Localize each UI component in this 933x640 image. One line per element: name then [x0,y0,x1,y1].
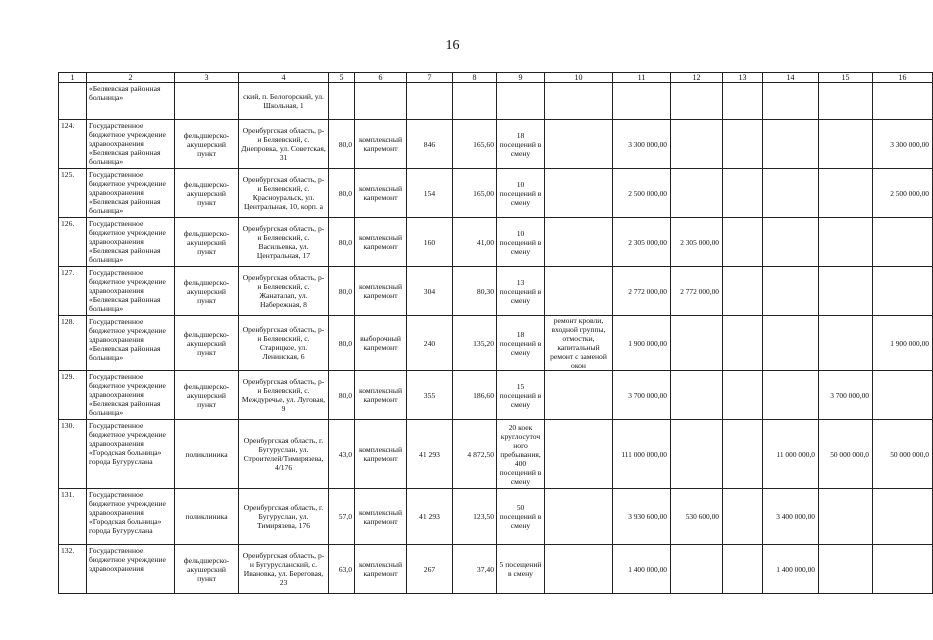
cost-value: 37,40 [453,545,497,594]
amount-col-13 [723,420,763,489]
row-number: 125. [59,169,87,218]
area-value: 160 [407,218,453,267]
amount-col-15 [819,218,873,267]
cost-value: 123,50 [453,489,497,545]
amount-col-13 [723,316,763,371]
row-number: 130. [59,420,87,489]
column-number: 4 [239,73,329,83]
facility-type: фельдшерско-акушерский пункт [175,218,239,267]
facility-type: фельдшерско-акушерский пункт [175,545,239,594]
capacity: 20 коек круглосуточного пребывания, 400 посещений в смену [497,420,545,489]
amount-col-12 [671,83,723,120]
amount-col-15: 50 000 000,0 [819,420,873,489]
column-number: 6 [355,73,407,83]
wear-percent: 80,0 [329,169,355,218]
work-type: комплексный капремонт [355,545,407,594]
organization-name: Государственное бюджетное учреждение здравоохранения «Беляевская районная больница» [87,316,175,371]
capital-repair-table [58,72,933,594]
table-row [59,169,933,218]
amount-col-12: 2 772 000,00 [671,267,723,316]
amount-col-15 [819,120,873,169]
facility-address: Оренбургская область, р-н Беляевский, с. Васильевка, ул. Центральная, 17 [239,218,329,267]
capacity: 10 посещений в смену [497,218,545,267]
total-amount: 3 300 000,00 [613,120,671,169]
cost-value: 186,60 [453,371,497,420]
cost-value [453,83,497,120]
organization-name: Государственное бюджетное учреждение здравоохранения «Городская больница» города Бугуруслана [87,489,175,545]
facility-address: Оренбургская область, г. Бугуруслан, ул. Тимирязева, 176 [239,489,329,545]
work-description [545,120,613,169]
column-number: 5 [329,73,355,83]
facility-address: ский, п. Белогорский, ул. Школьная, 1 [239,83,329,120]
amount-col-15 [819,267,873,316]
page-number: 16 [445,38,460,53]
facility-address: Оренбургская область, р-н Беляевский, с. Междуречье, ул. Луговая, 9 [239,371,329,420]
amount-col-15 [819,545,873,594]
organization-name: Государственное бюджетное учреждение здравоохранения «Беляевская районная больница» [87,218,175,267]
column-number: 1 [59,73,87,83]
column-number: 14 [763,73,819,83]
area-value: 846 [407,120,453,169]
amount-col-12 [671,420,723,489]
amount-col-14 [763,169,819,218]
area-value: 267 [407,545,453,594]
column-number: 9 [497,73,545,83]
facility-type [175,83,239,120]
area-value: 41 293 [407,489,453,545]
organization-name: «Беляевская районная больница» [87,83,175,120]
amount-col-13 [723,120,763,169]
work-description [545,83,613,120]
amount-col-16 [873,218,933,267]
amount-col-13 [723,83,763,120]
table-row [59,267,933,316]
work-type [355,83,407,120]
row-number: 126. [59,218,87,267]
total-amount: 2 500 000,00 [613,169,671,218]
column-number: 16 [873,73,933,83]
amount-col-12 [671,316,723,371]
amount-col-12 [671,371,723,420]
organization-name: Государственное бюджетное учреждение здравоохранения «Беляевская районная больница» [87,120,175,169]
work-description [545,420,613,489]
area-value [407,83,453,120]
amount-col-12 [671,120,723,169]
total-amount: 3 700 000,00 [613,371,671,420]
amount-col-16: 2 500 000,00 [873,169,933,218]
cost-value: 135,20 [453,316,497,371]
work-type: комплексный капремонт [355,169,407,218]
amount-col-13 [723,218,763,267]
amount-col-14 [763,316,819,371]
organization-name: Государственное бюджетное учреждение здравоохранения «Беляевская районная больница» [87,267,175,316]
amount-col-15 [819,316,873,371]
work-description [545,489,613,545]
facility-type: фельдшерско-акушерский пункт [175,267,239,316]
amount-col-16 [873,545,933,594]
amount-col-14: 1 400 000,00 [763,545,819,594]
amount-col-13 [723,545,763,594]
capacity: 15 посещений в смену [497,371,545,420]
total-amount: 1 400 000,00 [613,545,671,594]
wear-percent: 80,0 [329,218,355,267]
total-amount [613,83,671,120]
wear-percent: 80,0 [329,267,355,316]
amount-col-14: 3 400 000,00 [763,489,819,545]
amount-col-16: 3 300 000,00 [873,120,933,169]
facility-address: Оренбургская область, р-н Беляевский, с. Жанаталап, ул. Набережная, 8 [239,267,329,316]
table-row [59,316,933,371]
cost-value: 165,00 [453,169,497,218]
amount-col-12: 530 600,00 [671,489,723,545]
facility-type: фельдшерско-акушерский пункт [175,120,239,169]
amount-col-14 [763,371,819,420]
facility-type: поликлиника [175,489,239,545]
amount-col-15 [819,83,873,120]
column-number: 15 [819,73,873,83]
capacity: 5 посещений в смену [497,545,545,594]
total-amount: 111 000 000,00 [613,420,671,489]
column-number: 8 [453,73,497,83]
amount-col-16 [873,267,933,316]
capacity: 13 посещений в смену [497,267,545,316]
organization-name: Государственное бюджетное учреждение здравоохранения «Городская больница» города Бугуруслана [87,420,175,489]
area-value: 240 [407,316,453,371]
table-body [59,73,933,594]
capacity [497,83,545,120]
amount-col-14: 11 000 000,0 [763,420,819,489]
column-number: 3 [175,73,239,83]
area-value: 41 293 [407,420,453,489]
row-number: 127. [59,267,87,316]
capacity: 18 посещений в смену [497,316,545,371]
table-row [59,545,933,594]
facility-address: Оренбургская область, г. Бугуруслан, ул. Строителей/Тимирязева, 4/176 [239,420,329,489]
row-number: 129. [59,371,87,420]
amount-col-12 [671,169,723,218]
work-type: комплексный капремонт [355,489,407,545]
organization-name: Государственное бюджетное учреждение здравоохранения «Беляевская районная больница» [87,169,175,218]
column-number: 11 [613,73,671,83]
amount-col-13 [723,169,763,218]
amount-col-16: 1 900 000,00 [873,316,933,371]
table-row [59,371,933,420]
column-number: 12 [671,73,723,83]
facility-address: Оренбургская область, р-н Беляевский, с. Красноуральск, ул. Центральная, 10, корп. а [239,169,329,218]
amount-col-15: 3 700 000,00 [819,371,873,420]
column-number: 13 [723,73,763,83]
column-number: 10 [545,73,613,83]
wear-percent: 80,0 [329,120,355,169]
amount-col-15 [819,169,873,218]
amount-col-15 [819,489,873,545]
cost-value: 80,30 [453,267,497,316]
total-amount: 1 900 000,00 [613,316,671,371]
column-number: 7 [407,73,453,83]
work-type: комплексный капремонт [355,371,407,420]
table-row [59,120,933,169]
amount-col-14 [763,120,819,169]
amount-col-13 [723,489,763,545]
cost-value: 4 872,50 [453,420,497,489]
work-type: комплексный капремонт [355,420,407,489]
work-type: комплексный капремонт [355,267,407,316]
table-row [59,489,933,545]
column-number: 2 [87,73,175,83]
row-number: 132. [59,545,87,594]
row-number: 131. [59,489,87,545]
total-amount: 2 772 000,00 [613,267,671,316]
facility-type: фельдшерско-акушерский пункт [175,371,239,420]
facility-address: Оренбургская область, р-н Беляевский, с. Днепровка, ул. Советская, 31 [239,120,329,169]
wear-percent: 57,0 [329,489,355,545]
amount-col-13 [723,371,763,420]
wear-percent: 63,0 [329,545,355,594]
amount-col-12 [671,545,723,594]
facility-type: фельдшерско-акушерский пункт [175,316,239,371]
table-row [59,218,933,267]
capacity: 18 посещений в смену [497,120,545,169]
area-value: 355 [407,371,453,420]
amount-col-16: 50 000 000,0 [873,420,933,489]
amount-col-14 [763,267,819,316]
amount-col-12: 2 305 000,00 [671,218,723,267]
amount-col-16 [873,489,933,545]
amount-col-14 [763,83,819,120]
table-row [59,83,933,120]
cost-value: 41,00 [453,218,497,267]
capacity: 10 посещений в смену [497,169,545,218]
area-value: 154 [407,169,453,218]
wear-percent: 80,0 [329,371,355,420]
wear-percent: 43,0 [329,420,355,489]
facility-address: Оренбургская область, р-н Бугурусланский, с. Ивановка, ул. Береговая, 23 [239,545,329,594]
work-description [545,545,613,594]
row-number [59,83,87,120]
column-number-row [59,73,933,83]
row-number: 128. [59,316,87,371]
wear-percent: 80,0 [329,316,355,371]
work-description [545,218,613,267]
row-number: 124. [59,120,87,169]
work-type: выборочный капремонт [355,316,407,371]
facility-type: фельдшерско-акушерский пункт [175,169,239,218]
organization-name: Государственное бюджетное учреждение здравоохранения [87,545,175,594]
work-description [545,371,613,420]
work-description [545,169,613,218]
facility-type: поликлиника [175,420,239,489]
area-value: 304 [407,267,453,316]
organization-name: Государственное бюджетное учреждение здравоохранения «Беляевская районная больница» [87,371,175,420]
work-description [545,267,613,316]
table-row [59,420,933,489]
total-amount: 3 930 600,00 [613,489,671,545]
amount-col-16 [873,83,933,120]
amount-col-14 [763,218,819,267]
work-type: комплексный капремонт [355,218,407,267]
amount-col-13 [723,267,763,316]
work-type: комплексный капремонт [355,120,407,169]
cost-value: 165,60 [453,120,497,169]
amount-col-16 [873,371,933,420]
wear-percent [329,83,355,120]
facility-address: Оренбургская область, р-н Беляевский, с. Старицкое, ул. Ленинская, 6 [239,316,329,371]
capacity: 50 посещений в смену [497,489,545,545]
total-amount: 2 305 000,00 [613,218,671,267]
work-description: ремонт кровли, входной группы, отмостки, капитальный ремонт с заменой окон [545,316,613,371]
